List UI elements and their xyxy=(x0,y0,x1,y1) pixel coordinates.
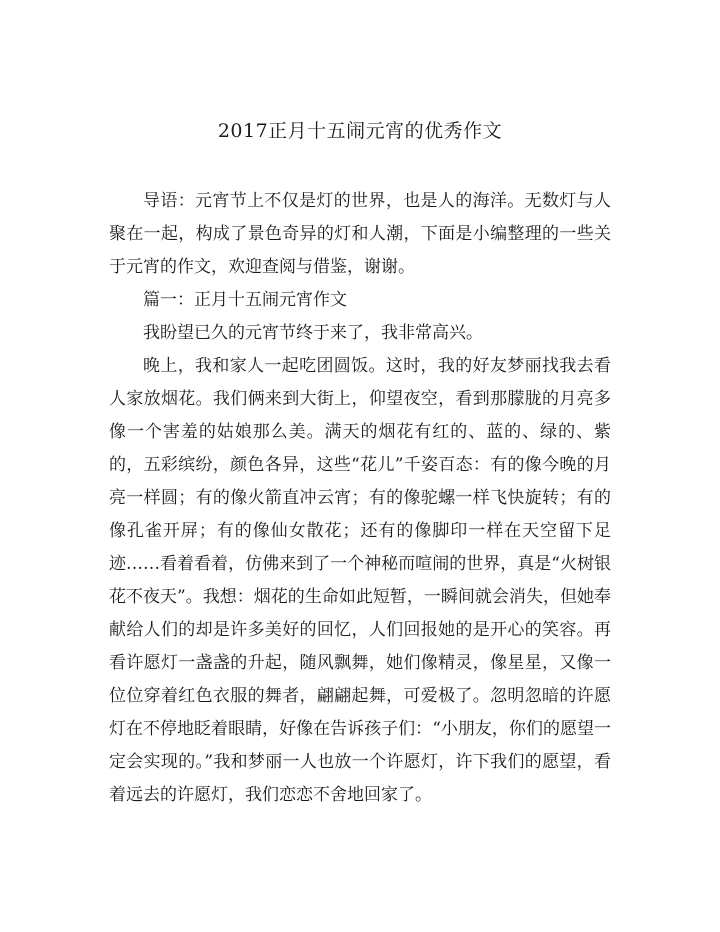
paragraph-opening: 我盼望已久的元宵节终于来了，我非常高兴。 xyxy=(143,323,483,343)
paragraph-section-heading: 篇一：正月十五闹元宵作文 xyxy=(143,290,347,310)
paragraph-main: 晚上，我和家人一起吃团圆饭。这时，我的好友梦丽找我去看人家放烟花。我们俩来到大街上，仰望夜空，看到那朦胧的月亮多像一个害羞的姑娘那么美。满天的烟花有红的、蓝的、绿的、紫的，五彩缤纷，颜色各异，这些“花儿”千姿百态：有的像今晚的月亮一样圆；有的像火箭直冲云宵；有的像驼螺一样飞快旋转；有的像孔雀开屏；有的像仙女散花；还有的像脚印一样在天空留下足迹……看着看着，仿佛来到了一个神秘而喧闹的世界，真是“火树银花不夜天”。我想：烟花的生命如此短暂，一瞬间就会消失，但她奉献给人们的却是许多美好的回忆，人们回报她的是开心的笑容。再看许愿灯一盏盏的升起，随风飘舞，她们像精灵，像星星，又像一位位穿着红色衣服的舞者，翩翩起舞，可爱极了。忽明忽暗的许愿灯在不停地眨着眼睛，好像在告诉孩子们：“小朋友，你们的愿望一定会实现的。”我和梦丽一人也放一个许愿灯，许下我们的愿望，看着远去的许愿灯，我们恋恋不舍地回家了。 xyxy=(109,356,611,805)
document-title: 2017正月十五闹元宵的优秀作文 xyxy=(217,120,503,142)
paragraph-intro: 导语：元宵节上不仅是灯的世界，也是人的海洋。无数灯与人聚在一起，构成了景色奇异的灯和人潮，下面是小编整理的一些关于元宵的作文，欢迎查阅与借鉴，谢谢。 xyxy=(109,191,611,277)
document-body xyxy=(109,185,611,812)
